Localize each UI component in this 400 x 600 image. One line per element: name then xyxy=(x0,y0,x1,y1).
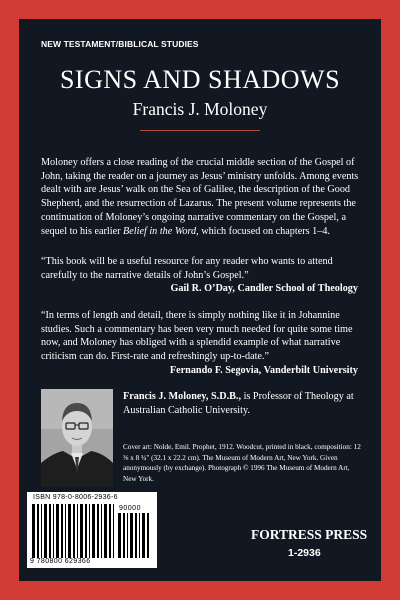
barcode-icon xyxy=(31,504,115,558)
addon-barcode-icon xyxy=(117,513,151,558)
quote-1-attribution: Gail R. O’Day, Candler School of Theology xyxy=(170,283,358,294)
author-bio xyxy=(123,390,361,417)
quote-2-attribution: Fernando F. Segovia, Vanderbilt University xyxy=(169,365,358,376)
barcode-panel xyxy=(27,492,157,568)
author-name: Francis J. Moloney xyxy=(132,99,268,119)
cover-art-credit: Cover art: Nolde, Emil. Prophet, 1912. Woodcut, printed in black, composition: 12 ⅝ x 8 ¾" (32.1 x 22.2 cm). The Museum of Modern Art, New York. Given anonymously (by exchange). Photograph © 1996 The Museum of Modern Art, New York. xyxy=(123,443,361,484)
publisher-name: FORTRESS PRESS xyxy=(251,527,368,542)
ean-number: 9 780800 629366 xyxy=(30,558,91,565)
blurb-text-before: Moloney offers a close reading of the crucial middle section of the Gospel of John, taking the reader on a journey as Jesus’ ministry unfolds. Among events dealt with are Jesus’ walk on the Sea of Galilee, the description of the Good Shepherd, and the resurrection of Lazarus. The present volume represents the continuation of Moloney’s ongoing narrative commentary on the Gospel, a sequel to his earlier xyxy=(41,157,359,237)
divider-rule xyxy=(140,130,260,131)
quote-2-text: “In terms of length and detail, there is simply nothing like it in Johannine studies. Such a commentary has been very much needed for quite some time now, and Moloney has obliged with a splendid example of what narrative criticism can do. First-rate and refreshingly up-to-date.” xyxy=(41,310,353,363)
book-title: SIGNS AND SHADOWS xyxy=(59,65,341,94)
bio-text: is Professor of Theology at Australian Catholic University. xyxy=(123,391,354,416)
series-label: NEW TESTAMENT/BIBLICAL STUDIES xyxy=(41,39,199,49)
blurb-text-after: which focused on chapters 1–4. xyxy=(198,225,330,237)
blurb-italic-title: Belief in the Word, xyxy=(123,225,199,237)
blurb-paragraph xyxy=(41,156,363,238)
catalog-code: 1-2936 xyxy=(288,547,321,559)
back-cover xyxy=(19,19,381,581)
quote-1-text: “This book will be a useful resource for any reader who wants to attend carefully to the narrative details of John’s Gospel.” xyxy=(41,256,333,281)
price-code: 90000 xyxy=(119,505,141,512)
isbn-label: ISBN 978-0-8006-2936-6 xyxy=(33,494,118,501)
author-photo xyxy=(41,389,113,487)
author-portrait-icon xyxy=(41,389,113,487)
bio-name: Francis J. Moloney, S.D.B., xyxy=(123,391,242,402)
